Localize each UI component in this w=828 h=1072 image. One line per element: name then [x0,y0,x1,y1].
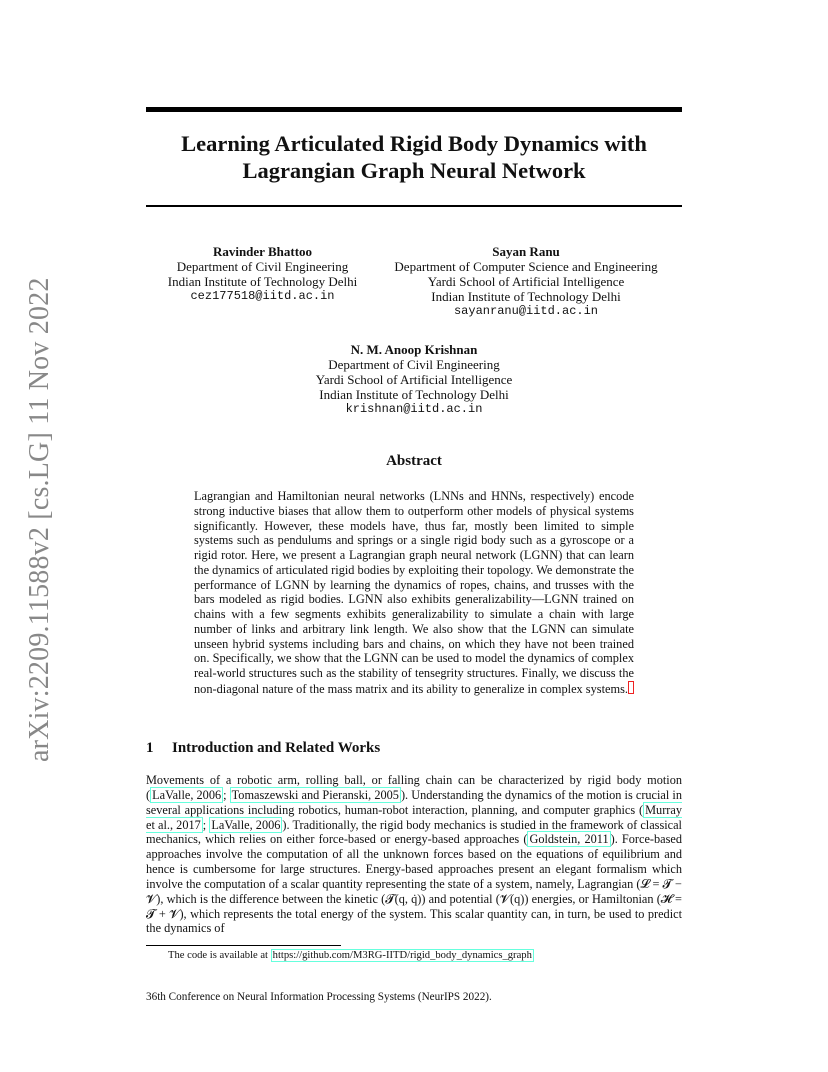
author-block-3 [250,342,578,417]
author-email[interactable]: krishnan@iitd.ac.in [345,402,483,416]
citation-link[interactable]: LaValle, 2006 [211,817,281,832]
title-line-1: Learning Articulated Rigid Body Dynamics with [181,131,647,156]
author-affiliation: Department of Civil Engineering [176,259,349,274]
abstract-body [194,489,634,697]
code-link[interactable]: https://github.com/M3RG-IITD/rigid_body_dynamics_graph [272,950,532,961]
intro-text: ). Traditionally, the rigid body mechanics is studied in the framework of classical mechanics, which relies on either force-based or energy-based approaches ( [146,817,682,847]
citation-link[interactable]: Goldstein, 2011 [529,832,609,847]
section-heading [146,740,380,757]
author-affiliation: Indian Institute of Technology Delhi [167,274,358,289]
abstract-heading: Abstract [386,453,442,469]
author-email[interactable]: cez177518@iitd.ac.in [190,289,335,303]
title-rule-bottom [146,205,682,207]
section-number: 1 [146,740,154,756]
footnote-marker-link[interactable] [628,681,634,694]
paper-title [146,130,682,184]
author-affiliation: Yardi School of Artificial Intelligence [427,274,625,289]
citation-link[interactable]: LaValle, 2006 [152,787,222,802]
intro-text: Movements of a robotic arm, rolling ball, or falling chain can be characterized by rigid body motion ( [146,773,682,802]
author-email[interactable]: sayanranu@iitd.ac.in [453,304,599,318]
author-affiliation: Indian Institute of Technology Delhi [319,387,509,402]
section-title: Introduction and Related Works [172,740,381,756]
intro-text: ; [202,817,210,832]
intro-text: ). Force-based approaches involve the computation of all the unknown forces based on the equations of equilibrium and hence is cumbersome for large structures. Energy-based approaches present an elegant formalism which involve the computation of a scalar quantity representing the state of a system, namely, Lagrangian (𝓛 = 𝓣 − 𝓥), which is the difference between the kinetic (𝓣(q, q̇)) and potential (𝓥(q)) energies, or Hamiltonian (𝓗 = 𝓣 + 𝓥), which represents the total energy of the system. This scalar quantity can, in turn, be used to predict the dynamics of [146,832,682,936]
footnote-rule [146,945,341,946]
arxiv-stamp: arXiv:2209.11588v2 [cs.LG] 11 Nov 2022 [24,277,55,762]
author-affiliation: Department of Civil Engineering [328,357,500,372]
venue-line: 36th Conference on Neural Information Processing Systems (NeurIPS 2022). [146,991,492,1003]
author-block-2 [385,244,667,319]
title-line-2: Lagrangian Graph Neural Network [242,158,586,183]
abstract-text: Lagrangian and Hamiltonian neural networks (LNNs and HNNs, respectively) encode strong inductive biases that allow them to outperform other models of physical systems significantly. However, these models have, thus far, mostly been limited to simple systems such as pendulums and springs or a single rigid body such as a gyroscope or a rigid rotor. Here, we present a Lagrangian graph neural network (LGNN) that can learn the dynamics of articulated rigid bodies by exploiting their topology. We demonstrate the performance of LGNN by learning the dynamics of ropes, chains, and trusses with the bars modeled as rigid bodies. LGNN also exhibits generalizability—LGNN trained on chains with a few segments exhibits generalizability to simulate a chain with large number of links and arbitrary link length. We also show that the LGNN can simulate unseen hybrid systems including bars and chains, on which they have not been trained on. Specifically, we show that the LGNN can be used to model the dynamics of complex real-world structures such as the stability of tensegrity structures. Finally, we discuss the non-diagonal nature of the mass matrix and its ability to generalize in complex systems. [194,489,634,696]
citation-link[interactable]: Murray et al., 2017 [146,802,682,832]
author-name: Sayan Ranu [492,244,560,259]
author-name: Ravinder Bhattoo [212,244,313,259]
title-rule-top [146,107,682,112]
citation-link[interactable]: Tomaszewski and Pieranski, 2005 [231,787,399,802]
author-block-1 [140,244,385,304]
footnote-text: The code is available at [168,950,271,961]
author-affiliation: Indian Institute of Technology Delhi [431,289,621,304]
intro-text: ). Understanding the dynamics of the motion is crucial in several applications including robotics, human-robot interaction, planning, and computer graphics ( [146,787,682,817]
intro-paragraph [146,773,682,936]
author-name: N. M. Anoop Krishnan [350,342,478,357]
intro-text: ; [223,787,230,802]
author-affiliation: Department of Computer Science and Engineering [394,259,658,274]
footnote [168,950,534,961]
author-affiliation: Yardi School of Artificial Intelligence [315,372,513,387]
